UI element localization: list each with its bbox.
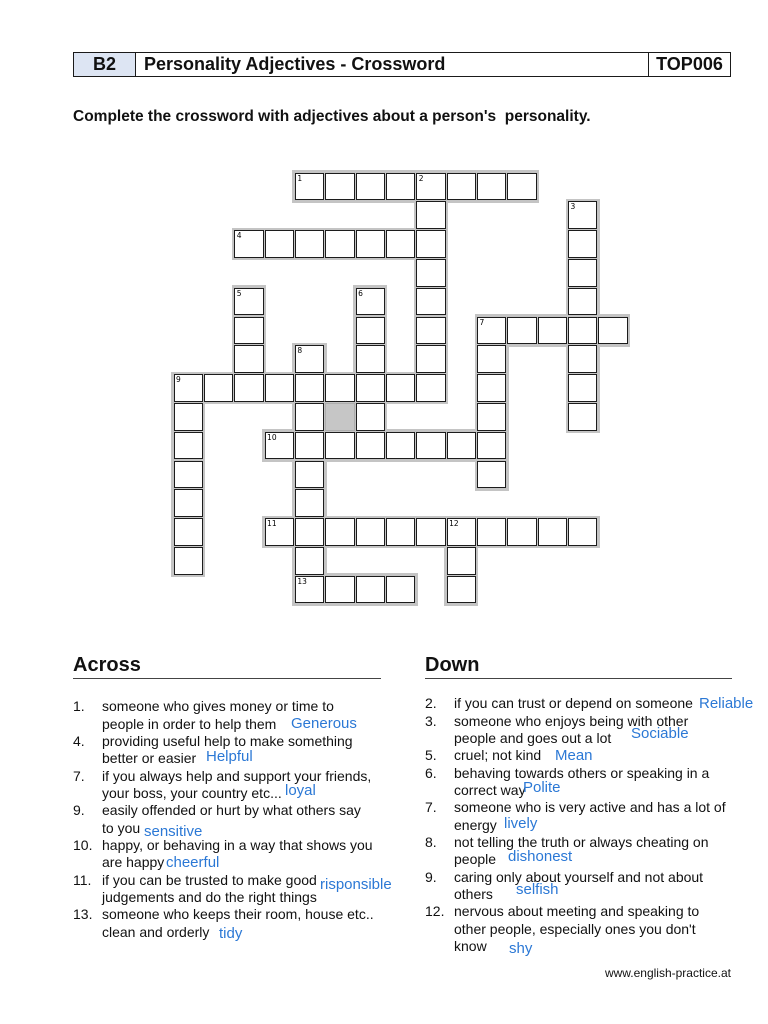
clue-line: if you can trust or depend on someone (454, 695, 693, 712)
crossword-cell (174, 489, 203, 517)
clue-line: other people, especially ones you don't (454, 920, 696, 937)
clue-line: people in order to help them (102, 715, 277, 732)
across-clue-list (73, 698, 392, 943)
handwritten-answer: Sociable (631, 725, 689, 743)
crossword-cell (568, 345, 597, 373)
clue-line: nervous about meeting and speaking to (454, 903, 700, 920)
down-clue (425, 903, 735, 958)
cell-number-label: 4 (236, 231, 242, 241)
clue-text (102, 872, 317, 907)
cell-number-label: 9 (176, 375, 181, 385)
clue-line: better or easier (102, 750, 197, 767)
down-clue-list (425, 695, 754, 958)
clue-line: someone who keeps their room, house etc.. (102, 906, 374, 923)
crossword-cell (477, 173, 506, 201)
handwritten-answer: Mean (555, 747, 593, 765)
clue-text (102, 802, 361, 837)
clue-text (454, 695, 693, 712)
clue-text (102, 768, 371, 803)
crossword-cell (295, 374, 324, 402)
down-clue (425, 799, 735, 834)
cell-number-label: 2 (418, 173, 424, 183)
crossword-cell (416, 345, 445, 373)
handwritten-answer: risponsible (320, 876, 392, 894)
crossword-cell (477, 518, 506, 546)
crossword-cell (416, 432, 445, 460)
across-clue (73, 871, 392, 907)
crossword-cell (447, 173, 476, 201)
crossword-cell (295, 461, 324, 489)
across-heading: Across (73, 654, 141, 676)
cell-number-label: 8 (297, 346, 303, 356)
crossword-cell (234, 317, 263, 345)
clue-number: 8. (425, 834, 437, 851)
crossword-cell (568, 201, 597, 229)
crossword-cell (386, 576, 415, 604)
down-heading-rule (425, 678, 732, 679)
clue-line: are happy (102, 854, 165, 871)
crossword-cell (386, 230, 415, 258)
clue-text (454, 799, 726, 834)
cell-number-label: 6 (358, 288, 363, 298)
clue-line: someone who gives money or time to (102, 698, 334, 715)
crossword-cell (447, 518, 476, 546)
down-clue (425, 834, 735, 869)
worksheet-code: TOP006 (648, 53, 730, 76)
crossword-cell (295, 230, 324, 258)
clue-line: correct way (454, 782, 526, 799)
clue-line: energy (454, 816, 497, 833)
clue-number: 10. (73, 837, 93, 854)
clue-number: 9. (73, 802, 85, 819)
clue-line: clean and orderly (102, 923, 210, 940)
clue-line: if you always help and support your friends, (102, 767, 372, 784)
clue-number: 11. (73, 871, 92, 888)
clue-text (454, 903, 700, 958)
level-badge: B2 (74, 53, 135, 76)
clue-number: 6. (425, 764, 437, 781)
crossword-cell (204, 374, 233, 402)
crossword-cell (568, 288, 597, 316)
cell-number-label: 7 (479, 317, 485, 327)
handwritten-answer: tidy (219, 925, 243, 943)
crossword-cell (174, 547, 203, 575)
crossword-cell (356, 345, 385, 373)
clue-line: behaving towards others or speaking in a (454, 764, 710, 781)
clue-line: someone who is very active and has a lot of (454, 799, 726, 816)
crossword-cell (416, 201, 445, 229)
clue-number: 2. (425, 695, 437, 712)
clue-line: others (454, 886, 493, 903)
crossword-cell (416, 518, 445, 546)
crossword-cell (568, 317, 597, 345)
clue-text (102, 837, 373, 872)
crossword-cell (416, 173, 445, 201)
shaded-cell (325, 403, 354, 431)
cell-number-label: 3 (570, 202, 576, 212)
crossword-cell (507, 518, 536, 546)
down-clue (425, 765, 735, 800)
crossword-cell (356, 317, 385, 345)
crossword-cell (295, 173, 324, 201)
handwritten-answer: sensitive (144, 823, 203, 841)
cell-number-label: 13 (297, 576, 307, 586)
clue-line: people and goes out a lot (454, 729, 612, 746)
cell-number-label: 10 (267, 432, 277, 442)
clue-line: know (454, 938, 487, 955)
crossword-cell (265, 432, 294, 460)
clue-line: cruel; not kind (454, 747, 542, 764)
across-heading-rule (73, 678, 381, 679)
crossword-cell (416, 230, 445, 258)
across-clue (73, 906, 381, 941)
clue-line: if you can be trusted to make good (102, 871, 317, 888)
handwritten-answer: Reliable (699, 695, 754, 713)
down-clue (425, 695, 754, 713)
crossword-cell (356, 432, 385, 460)
crossword-cell (174, 374, 203, 402)
crossword-cell (568, 259, 597, 287)
handwritten-answer: lively (504, 815, 538, 833)
clue-text (454, 834, 709, 869)
crossword-cell (234, 288, 263, 316)
crossword-cell (447, 432, 476, 460)
crossword-cell (325, 576, 354, 604)
crossword-cell (295, 576, 324, 604)
handwritten-answer: Polite (523, 779, 561, 797)
down-clue (425, 869, 735, 904)
clue-number: 9. (425, 868, 437, 885)
crossword-cell (477, 374, 506, 402)
crossword-cell (234, 374, 263, 402)
across-clue (73, 698, 381, 733)
crossword-cell (507, 173, 536, 201)
clue-line: someone who enjoys being with other (454, 712, 689, 729)
handwritten-answer: selfish (516, 881, 559, 899)
handwritten-answer: shy (509, 940, 533, 958)
crossword-cell (447, 547, 476, 575)
crossword-cell (174, 461, 203, 489)
crossword-cell (234, 230, 263, 258)
crossword-cell (265, 374, 294, 402)
worksheet-header (73, 52, 731, 77)
crossword-cell (416, 374, 445, 402)
crossword-cell (477, 461, 506, 489)
crossword-cell (568, 230, 597, 258)
clue-number: 7. (425, 799, 437, 816)
crossword-cell (325, 374, 354, 402)
crossword-cell (265, 230, 294, 258)
across-clue (73, 837, 381, 872)
crossword-cell (477, 403, 506, 431)
handwritten-answer: loyal (285, 782, 316, 800)
clue-line: to you (102, 819, 141, 836)
down-heading: Down (425, 654, 480, 676)
crossword-cell (174, 518, 203, 546)
crossword-cell (538, 518, 567, 546)
clue-line: not telling the truth or always cheating on (454, 834, 709, 851)
clue-line: happy, or behaving in a way that shows you (102, 837, 373, 854)
clue-number: 4. (73, 732, 85, 749)
clue-line: people (454, 851, 497, 868)
crossword-cell (386, 173, 415, 201)
across-clue (73, 802, 381, 841)
cell-number-label: 12 (449, 519, 459, 529)
crossword-cell (356, 374, 385, 402)
crossword-cell (386, 432, 415, 460)
crossword-cell (416, 317, 445, 345)
crossword-cell (295, 547, 324, 575)
crossword-cell (295, 489, 324, 517)
crossword-cell (356, 576, 385, 604)
crossword-cell (568, 374, 597, 402)
crossword-cell (386, 518, 415, 546)
clue-line: easily offended or hurt by what others say (102, 802, 361, 819)
clue-number: 12. (425, 903, 445, 920)
crossword-cell (295, 518, 324, 546)
handwritten-answer: Helpful (206, 748, 253, 766)
clue-line: judgements and do the right things (102, 889, 317, 906)
crossword-cell (325, 432, 354, 460)
crossword-cell (265, 518, 294, 546)
crossword-cell (447, 576, 476, 604)
crossword-cell (295, 432, 324, 460)
handwritten-answer: Generous (291, 715, 357, 733)
clue-number: 5. (425, 747, 437, 764)
cell-number-label: 1 (297, 173, 303, 183)
clue-text (454, 747, 541, 764)
crossword-cell (477, 432, 506, 460)
clue-number: 1. (73, 698, 85, 715)
handwritten-answer: cheerful (166, 854, 220, 872)
crossword-cell (174, 403, 203, 431)
crossword-cell (386, 374, 415, 402)
clue-number: 13. (73, 906, 93, 923)
instruction-text: Complete the crossword with adjectives about a person's personality. (73, 108, 591, 125)
crossword-cell (477, 345, 506, 373)
cell-number-label: 11 (267, 519, 277, 529)
clue-line: your boss, your country etc... (102, 785, 282, 802)
crossword-cell (356, 288, 385, 316)
across-clue (73, 768, 381, 803)
crossword-grid (173, 172, 633, 612)
crossword-cell (295, 403, 324, 431)
clue-line: providing useful help to make something (102, 732, 353, 749)
down-clue (425, 713, 735, 748)
crossword-cell (598, 317, 627, 345)
crossword-cell (325, 230, 354, 258)
clue-text (454, 765, 709, 800)
clue-line: caring only about yourself and not about (454, 868, 704, 885)
crossword-cell (356, 518, 385, 546)
across-clue (73, 733, 381, 768)
crossword-cell (416, 259, 445, 287)
clue-number: 3. (425, 712, 437, 729)
worksheet-title: Personality Adjectives - Crossword (135, 53, 648, 76)
crossword-cell (234, 345, 263, 373)
crossword-cell (477, 317, 506, 345)
crossword-cell (538, 317, 567, 345)
down-clue (425, 747, 735, 764)
clue-number: 7. (73, 767, 85, 784)
crossword-cell (356, 173, 385, 201)
cell-number-label: 5 (236, 288, 242, 298)
crossword-cell (325, 518, 354, 546)
crossword-cell (416, 288, 445, 316)
crossword-cell (325, 173, 354, 201)
crossword-cell (356, 230, 385, 258)
crossword-cell (568, 403, 597, 431)
footer-website: www.english-practice.at (604, 966, 731, 980)
clue-text (454, 869, 703, 904)
crossword-cell (356, 403, 385, 431)
crossword-cell (507, 317, 536, 345)
handwritten-answer: dishonest (508, 848, 573, 866)
crossword-cell (568, 518, 597, 546)
crossword-cell (295, 345, 324, 373)
crossword-cell (174, 432, 203, 460)
